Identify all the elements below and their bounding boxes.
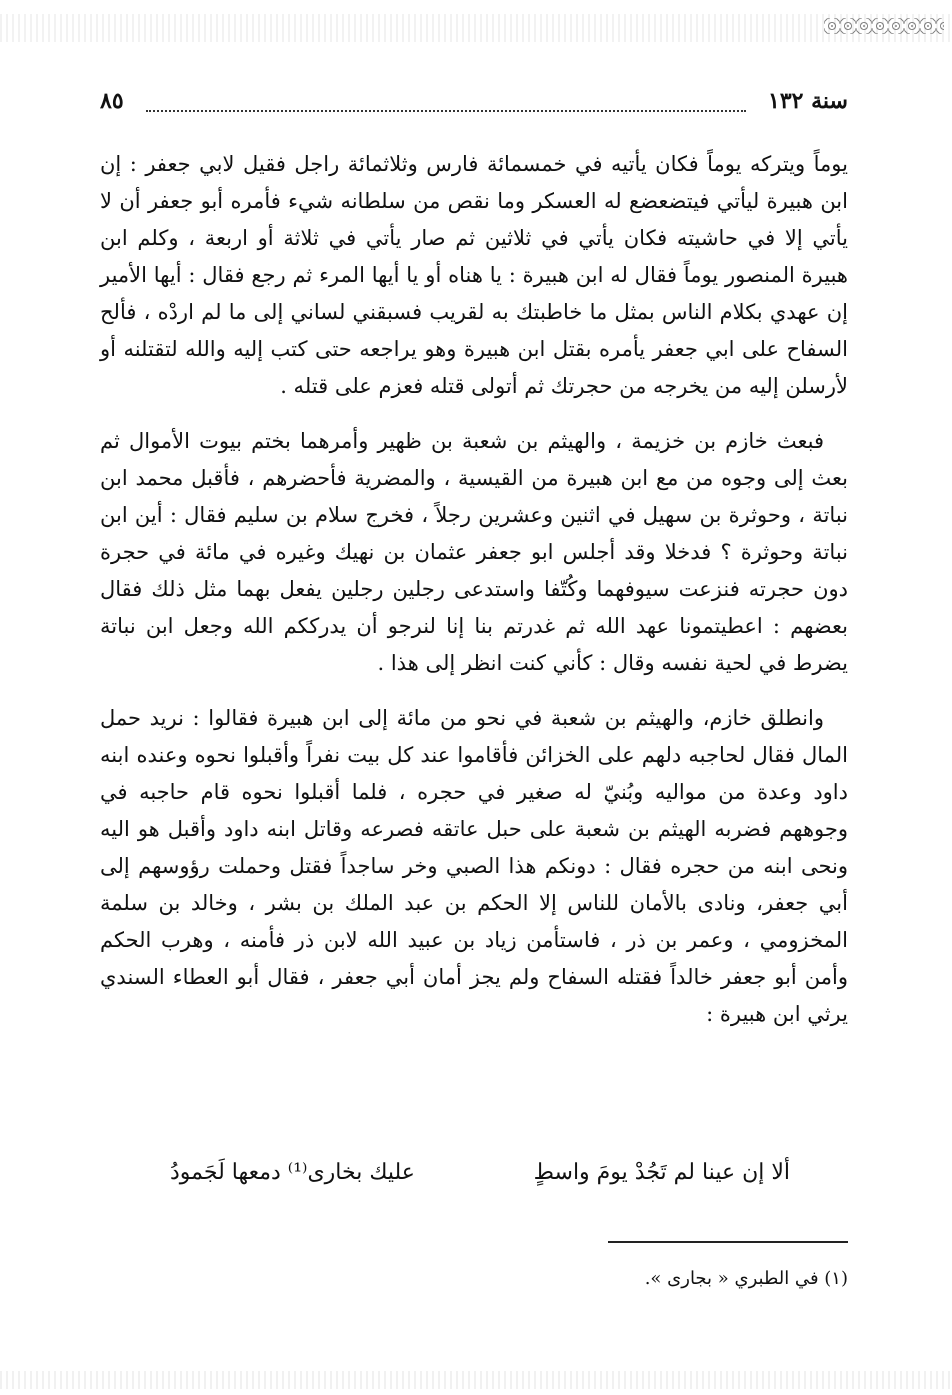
verse-first-hemistich: ألا إن عينا لم تَجُدْ يومَ واسطٍ: [533, 1160, 790, 1185]
page-number: ٨٥: [100, 88, 124, 114]
verse-second-hemistich: عليك بخارى⁽¹⁾ دمعها لَجَمودُ: [170, 1160, 415, 1185]
paragraph-3: وانطلق خازم، والهيثم بن شعبة في نحو من مائة إلى ابن هبيرة فقالوا : نريد حمل المال فقال لحاجبه دلهم على الخزائن فأقاموا عند كل بيت نفراً وأقبلوا نحوه وعنده ابنه داود وعدة من مواليه وبُنيّ له صغير في حجره ، فلما أقبلوا نحوه قام حاجبه في وجوههم فضربه الهيثم بن شعبة على حبل عاتقه فصرعه وقاتل ابنه داود وأقبل هو اليه ونحى ابنه من حجره فقال : دونكم هذا الصبي وخر ساجداً فقتل وحملت رؤوسهم إلى أبي جعفر، ونادى بالأمان للناس إلا الحكم بن عبد الملك بن بشر ، وخالد بن سلمة المخزومي ، وعمر بن ذر ، فاستأمن زياد بن عبيد الله لابن ذر فأمنه ، وهرب الحكم وأمن أبو جعفر خالداً فقتله السفاح ولم يجز أمان أبي جعفر ، فقال أبو العطاء السندي يرثي ابن هبيرة :: [100, 706, 848, 1026]
poem-verse: [130, 1160, 820, 1200]
page-header: [100, 88, 848, 122]
footnote-separator: [608, 1241, 848, 1243]
top-chain-ornament: [824, 18, 944, 34]
running-head-year: سنة ١٣٢: [768, 88, 848, 114]
bottom-ornament-border: [0, 1371, 952, 1389]
header-dotted-leader: [146, 110, 746, 112]
paragraph-1: يوماً ويتركه يوماً فكان يأتيه في خمسمائة فارس وثلاثمائة راجل فقيل لابي جعفر : إن ابن هبيرة ليأتي فيتضعضع له العسكر وما نقص من سلطانه شيء فأمره أبو جعفر أن لا يأتي إلا في حاشيته فكان يأتي في ثلاثين ثم صار يأتي في ثلاثة أو اربعة ، وكلم ابن هبيرة المنصور يوماً فقال له ابن هبيرة : يا هناه أو يا أيها المرء ثم رجع فقال : أيها الأمير إن عهدي بكلام الناس بمثل ما خاطبتك به لقريب فسبقني لساني إلى ما لم اردْه ، فألح السفاح على ابي جعفر يأمره بقتل ابن هبيرة وهو يراجعه حتى كتب إليه والله لتقتلنه أو لأرسلن إليه من يخرجه من حجرتك ثم أتولى قتله فعزم على قتله .: [100, 152, 848, 398]
body-text: [100, 146, 848, 1033]
footnote: (١) في الطبري « بجارى ».: [644, 1268, 848, 1289]
paragraph-2: فبعث خازم بن خزيمة ، والهيثم بن شعبة بن ظهير وأمرهما بختم بيوت الأموال ثم بعث إلى وجوه من مع ابن هبيرة من القيسية ، والمضرية فأحضرهم ، فأقبل محمد ابن نباتة ، وحوثرة بن سهيل في اثنين وعشرين رجلاً ، فخرج سلام بن سليم فقال : أين ابن نباتة وحوثرة ؟ فدخلا وقد أجلس ابو جعفر عثمان بن نهيك وغيره في مائة في حجرة دون حجرته فنزعت سيوفهما وكُتّفا واستدعى رجلين رجلين يفعل بهما مثل ذلك فقال بعضهم : اعطيتمونا عهد الله ثم غدرتم بنا إنا لنرجو أن يدرككم الله وجعل ابن نباتة يضرط في لحية نفسه وقال : كأني كنت انظر إلى هذا .: [100, 429, 848, 675]
top-ornament-border: [0, 14, 952, 42]
